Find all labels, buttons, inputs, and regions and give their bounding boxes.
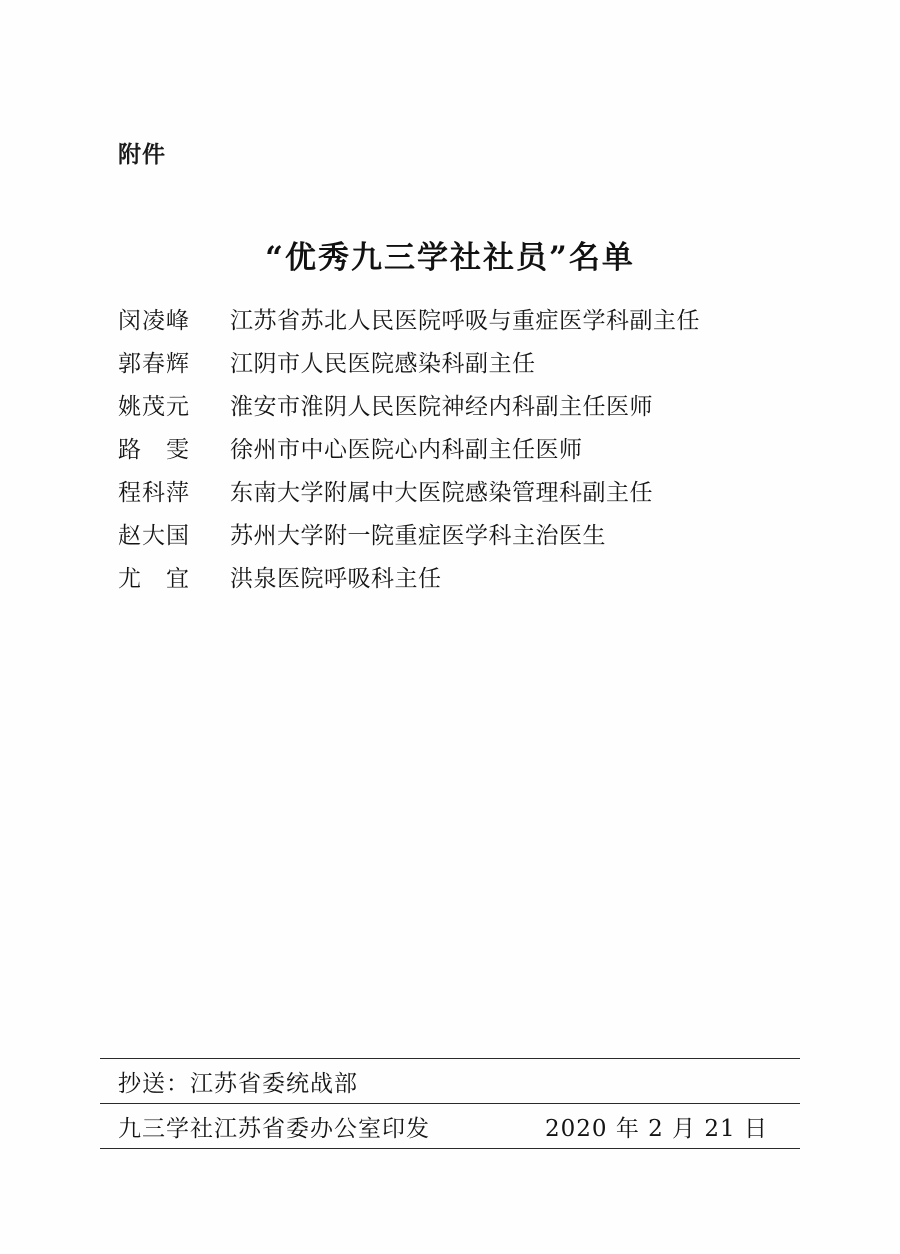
member-name: 尤 宜 [118,566,190,592]
member-name: 程科萍 [118,480,190,506]
member-title: 洪泉医院呼吸科主任 [230,566,442,592]
cc-line: 抄送：江苏省委统战部 [118,1070,358,1097]
list-item [118,474,818,517]
footer-divider-bottom [100,1148,800,1149]
issue-date: 2020 年 2 月 21 日 [545,1115,768,1142]
member-title: 东南大学附属中大医院感染管理科副主任 [230,480,653,506]
footer-cc-row [100,1059,800,1103]
issuer-line: 九三学社江苏省委办公室印发 [118,1115,430,1142]
list-item [118,345,818,388]
member-name: 姚茂元 [118,394,190,420]
list-item [118,517,818,560]
member-name: 路 雯 [118,437,190,463]
list-item [118,560,818,603]
attachment-label: 附件 [118,141,166,168]
member-name: 郭春辉 [118,351,190,377]
member-title: 江苏省苏北人民医院呼吸与重症医学科副主任 [230,308,700,334]
page-title: “优秀九三学社社员”名单 [265,240,635,276]
member-title: 淮安市淮阴人民医院神经内科副主任医师 [230,394,653,420]
member-title: 苏州大学附一院重症医学科主治医生 [230,523,606,549]
document-footer [100,1058,800,1149]
list-item [118,388,818,431]
list-item [118,302,818,345]
footer-issuer-row [100,1104,800,1148]
member-title: 江阴市人民医院感染科副主任 [230,351,536,377]
member-title: 徐州市中心医院心内科副主任医师 [230,437,583,463]
member-list [118,302,818,603]
list-item [118,431,818,474]
member-name: 闵凌峰 [118,308,190,334]
member-name: 赵大国 [118,523,190,549]
